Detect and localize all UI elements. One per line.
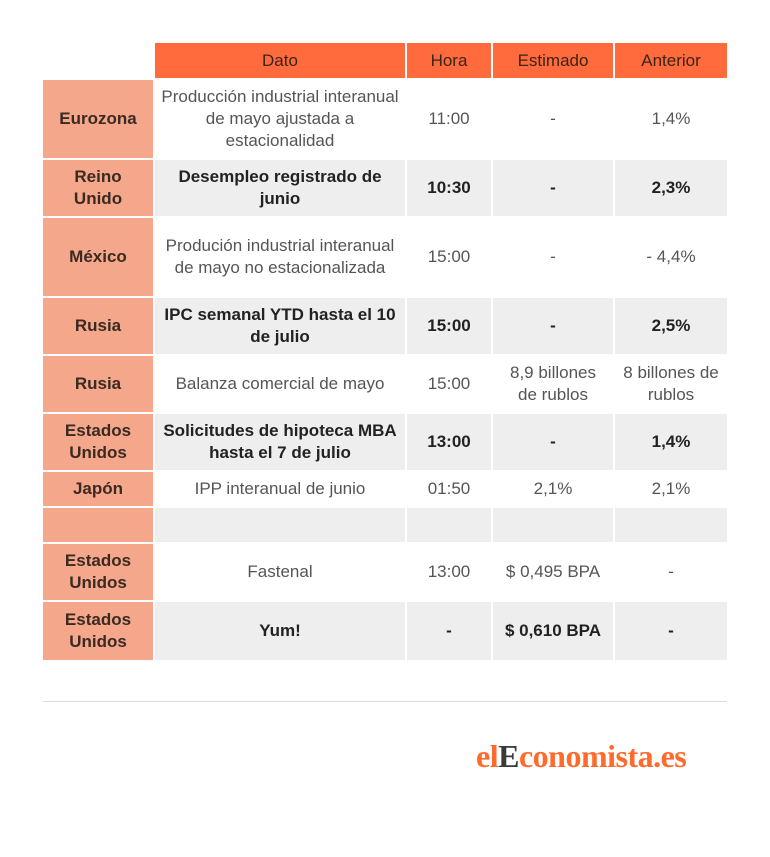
table-row [43, 544, 727, 602]
estimado-cell [493, 508, 615, 542]
table-row [43, 356, 727, 414]
country-cell: Rusia [43, 298, 155, 354]
estimado-cell: - [493, 218, 615, 296]
anterior-cell: - [615, 602, 727, 660]
country-cell: Rusia [43, 356, 155, 412]
table-row [43, 414, 727, 472]
hora-cell: 01:50 [407, 472, 493, 506]
estimado-cell: 8,9 billones de rublos [493, 356, 615, 412]
logo-part-rest: conomista.es [518, 738, 687, 774]
anterior-cell: - 4,4% [615, 218, 727, 296]
hora-cell: 11:00 [407, 80, 493, 158]
dato-cell: Fastenal [155, 544, 407, 600]
logo-part-e: E [498, 738, 519, 774]
table-row [43, 472, 727, 508]
header-dato: Dato [155, 43, 407, 78]
header-anterior: Anterior [615, 43, 727, 78]
country-cell: Estados Unidos [43, 602, 155, 660]
table-row [43, 160, 727, 218]
country-cell: Japón [43, 472, 155, 506]
country-cell: Eurozona [43, 80, 155, 158]
country-cell [43, 508, 155, 542]
dato-cell: Balanza comercial de mayo [155, 356, 407, 412]
country-cell: Reino Unido [43, 160, 155, 216]
table-row [43, 298, 727, 356]
country-cell: México [43, 218, 155, 296]
anterior-cell: 2,1% [615, 472, 727, 506]
hora-cell: 13:00 [407, 544, 493, 600]
dato-cell: Produción industrial interanual de mayo no estacionalizada [155, 218, 407, 296]
economic-calendar-table [43, 43, 727, 660]
header-country-cell [43, 43, 155, 78]
header-estimado: Estimado [493, 43, 615, 78]
anterior-cell: 2,5% [615, 298, 727, 354]
estimado-cell: - [493, 414, 615, 470]
estimado-cell: $ 0,495 BPA [493, 544, 615, 600]
table-row [43, 602, 727, 660]
table-row [43, 218, 727, 298]
hora-cell: 13:00 [407, 414, 493, 470]
dato-cell: Producción industrial interanual de mayo ajustada a estacionalidad [155, 80, 407, 158]
dato-cell: Solicitudes de hipoteca MBA hasta el 7 de julio [155, 414, 407, 470]
anterior-cell: 8 billones de rublos [615, 356, 727, 412]
anterior-cell: 1,4% [615, 414, 727, 470]
logo-part-el: el [476, 738, 499, 774]
hora-cell: 10:30 [407, 160, 493, 216]
dato-cell: Desempleo registrado de junio [155, 160, 407, 216]
footer-divider [43, 701, 727, 702]
anterior-cell: 2,3% [615, 160, 727, 216]
hora-cell: 15:00 [407, 218, 493, 296]
estimado-cell: - [493, 298, 615, 354]
country-cell: Estados Unidos [43, 414, 155, 470]
dato-cell: Yum! [155, 602, 407, 660]
table-row-empty [43, 508, 727, 544]
dato-cell: IPP interanual de junio [155, 472, 407, 506]
estimado-cell: $ 0,610 BPA [493, 602, 615, 660]
dato-cell [155, 508, 407, 542]
estimado-cell: - [493, 160, 615, 216]
eleconomista-logo [476, 738, 686, 775]
anterior-cell: - [615, 544, 727, 600]
hora-cell: 15:00 [407, 356, 493, 412]
estimado-cell: - [493, 80, 615, 158]
estimado-cell: 2,1% [493, 472, 615, 506]
hora-cell: 15:00 [407, 298, 493, 354]
header-hora: Hora [407, 43, 493, 78]
hora-cell [407, 508, 493, 542]
dato-cell: IPC semanal YTD hasta el 10 de julio [155, 298, 407, 354]
table-header-row [43, 43, 727, 80]
anterior-cell [615, 508, 727, 542]
table-row [43, 80, 727, 160]
anterior-cell: 1,4% [615, 80, 727, 158]
hora-cell: - [407, 602, 493, 660]
country-cell: Estados Unidos [43, 544, 155, 600]
